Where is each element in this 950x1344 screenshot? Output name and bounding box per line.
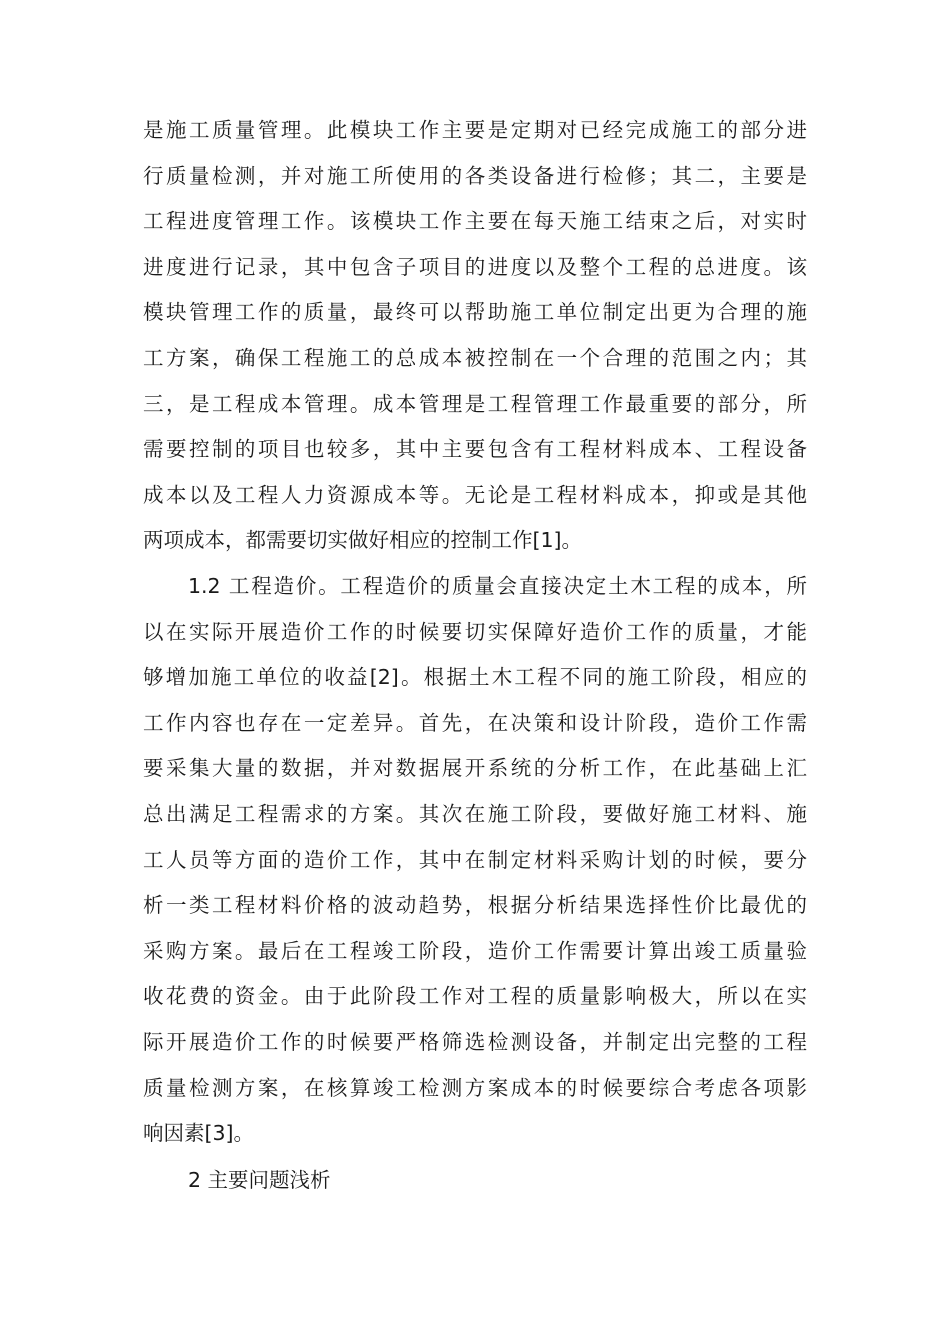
paragraph-2 xyxy=(143,564,807,1157)
section-heading: 2 主要问题浅析 xyxy=(188,1168,331,1192)
paragraph-2-line: 际开展造价工作的时候要严格筛选检测设备，并制定出完整的工程 xyxy=(143,1029,807,1054)
paragraph-1-line: 三，是工程成本管理。成本管理是工程管理工作最重要的部分，所 xyxy=(143,391,807,416)
paragraph-2-line: 工作内容也存在一定差异。首先，在决策和设计阶段，造价工作需 xyxy=(143,710,807,735)
paragraph-1-line: 进度进行记录，其中包含子项目的进度以及整个工程的总进度。该 xyxy=(143,254,807,279)
paragraph-1-line: 工方案，确保工程施工的总成本被控制在一个合理的范围之内；其 xyxy=(143,345,807,370)
paragraph-1-line: 行质量检测，并对施工所使用的各类设备进行检修；其二，主要是 xyxy=(143,163,807,188)
paragraph-1-line: 需要控制的项目也较多，其中主要包含有工程材料成本、工程设备 xyxy=(143,437,807,462)
paragraph-2-line: 质量检测方案，在核算竣工检测方案成本的时候要综合考虑各项影 xyxy=(143,1075,807,1100)
paragraph-2-line: 采购方案。最后在工程竣工阶段，造价工作需要计算出竣工质量验 xyxy=(143,938,807,963)
paragraph-2-line: 1.2 工程造价。工程造价的质量会直接决定土木工程的成本，所 xyxy=(188,574,807,598)
paragraph-1-line: 是施工质量管理。此模块工作主要是定期对已经完成施工的部分进 xyxy=(143,118,807,142)
paragraph-2-line: 以在实际开展造价工作的时候要切实保障好造价工作的质量，才能 xyxy=(143,619,807,644)
paragraph-2-line: 要采集大量的数据，并对数据展开系统的分析工作，在此基础上汇 xyxy=(143,756,807,781)
paragraph-1-line: 模块管理工作的质量，最终可以帮助施工单位制定出更为合理的施 xyxy=(143,300,807,325)
paragraph-2-line: 收花费的资金。由于此阶段工作对工程的质量影响极大，所以在实 xyxy=(143,984,807,1009)
paragraph-2-line: 响因素[3]。 xyxy=(143,1121,255,1146)
paragraph-2-line: 总出满足工程需求的方案。其次在施工阶段，要做好施工材料、施 xyxy=(143,801,807,826)
paragraph-2-line: 够增加施工单位的收益[2]。根据土木工程不同的施工阶段，相应的 xyxy=(143,665,807,690)
paragraph-1 xyxy=(143,108,807,564)
paragraph-1-line: 两项成本，都需要切实做好相应的控制工作[1]。 xyxy=(143,528,583,553)
paragraph-1-line: 工程进度管理工作。该模块工作主要在每天施工结束之后，对实时 xyxy=(143,209,807,234)
paragraph-2-line: 工人员等方面的造价工作，其中在制定材料采购计划的时候，要分 xyxy=(143,847,807,872)
paragraph-1-line: 成本以及工程人力资源成本等。无论是工程材料成本，抑或是其他 xyxy=(143,482,807,507)
paragraph-2-line: 析一类工程材料价格的波动趋势，根据分析结果选择性价比最优的 xyxy=(143,893,807,918)
